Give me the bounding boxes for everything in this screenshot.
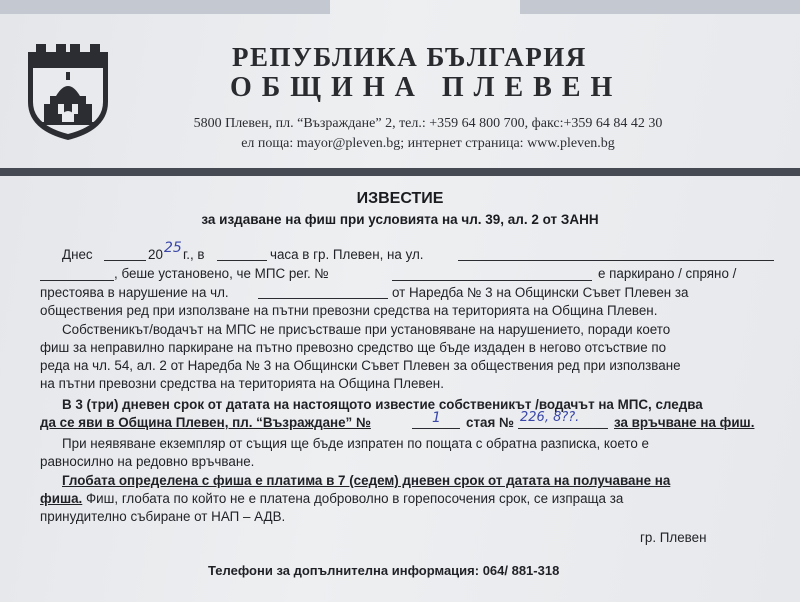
deadline-text: стая № [466, 415, 514, 430]
fine-text: принудително събиране от НАП – АДВ. [40, 509, 286, 524]
deadline-text: В 3 (три) дневен срок от датата на настоящото известие собственикът /водачът на МПС, следва [62, 397, 703, 412]
notice-title: ИЗВЕСТИЕ [356, 190, 444, 207]
form-text: равносилно на редовно връчване. [40, 454, 255, 469]
header-country: РЕПУБЛИКА БЪЛГАРИЯ [232, 42, 587, 72]
tape-strip [0, 0, 330, 14]
building-number-field [412, 428, 460, 429]
notice-subtitle: за издаване на фиш при условията на чл. 39, ал. 2 от ЗАНН [201, 212, 599, 227]
form-text: г., в [183, 247, 205, 262]
form-text: , беше установено, че МПС рег. № [114, 266, 329, 281]
form-text: на пътни превозни средства на територията на Община Плевен. [40, 376, 444, 391]
room-field [518, 428, 608, 429]
form-text: Днес [62, 247, 93, 262]
header-divider [0, 168, 800, 176]
form-text: Собственикът/водачът на МПС не присъстваше при установяване на нарушението, поради което [62, 322, 671, 337]
street-field-cont [40, 280, 114, 281]
form-text: е паркирано / спряно / [598, 266, 737, 281]
handwritten-room: 226, 8??. [520, 410, 580, 425]
date-field [104, 260, 146, 261]
form-text: реда на чл. 54, ал. 2 от Наредба № 3 на Общински Съвет Плевен за обществения ред при използване [40, 358, 681, 373]
header-municipality: ОБЩИНА ПЛЕВЕН [230, 72, 623, 103]
article-field [258, 298, 388, 299]
phones-info: Телефони за допълнителна информация: 064/ 881-318 [208, 563, 560, 578]
registration-field [392, 280, 592, 281]
hour-field [217, 260, 267, 261]
header-email-web: ел поща: mayor@pleven.bg; интернет страница: www.pleven.bg [241, 136, 615, 151]
deadline-text: да се яви в Община Плевен, пл. “Възраждане” № [40, 415, 371, 430]
form-text: 20 [148, 247, 163, 262]
header-address: 5800 Плевен, пл. “Възраждане” 2, тел.: +359 64 800 700, факс:+359 64 84 42 30 [193, 116, 663, 131]
pleven-coat-of-arms-icon [22, 38, 114, 142]
handwritten-year: 25 [164, 240, 182, 256]
form-text: от Наредба № 3 на Общински Съвет Плевен за [392, 285, 689, 300]
form-text: фиш за неправилно паркиране на пътно превозно средство ще бъде издаден в негово отсъствие по [40, 340, 667, 355]
deadline-text: за връчване на фиш. [614, 415, 755, 430]
form-text: часа в гр. Плевен, на ул. [270, 247, 424, 262]
form-text: престоява в нарушение на чл. [40, 285, 229, 300]
fine-text: Глобата определена с фиша е платима в 7 (седем) дневен срок от датата на получаване на [62, 473, 671, 488]
tape-strip [520, 0, 800, 14]
street-field [458, 260, 774, 261]
fine-text [40, 491, 623, 507]
handwritten-number: 1 [432, 410, 441, 426]
form-text: При неявяване екземпляр от същия ще бъде изпратен по пощата с обратна разписка, което е [62, 436, 649, 451]
form-text: обществения ред при използване на пътни превозни средства на територията на Община Плевен. [40, 303, 658, 318]
city-label: гр. Плевен [640, 530, 707, 545]
fine-text-rest: Фиш, глобата по който не е платена доброволно в горепосочения срок, се изпраща за [82, 491, 624, 506]
fine-word: фиша. [40, 491, 83, 506]
